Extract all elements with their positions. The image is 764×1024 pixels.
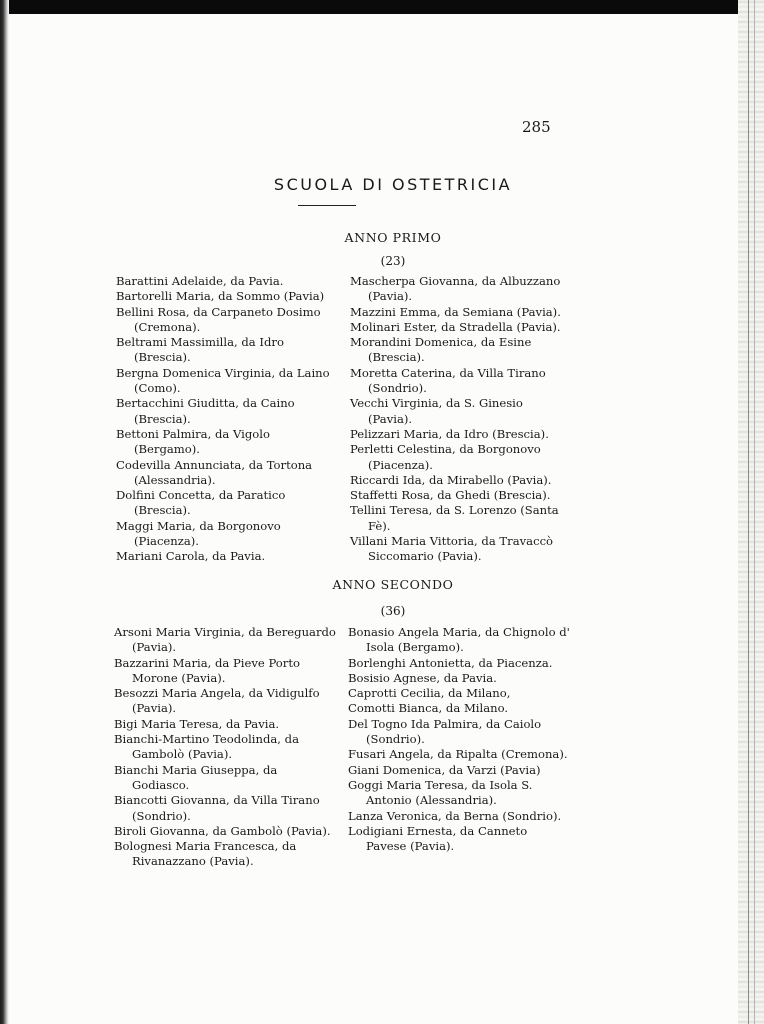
section-heading-anno-secondo: ANNO SECONDO	[332, 577, 454, 592]
section-count-anno-secondo: (36)	[380, 604, 406, 618]
list-item: Bartorelli Maria, da Sommo (Pavia)	[116, 289, 325, 304]
list-item: Molinari Ester, da Stradella (Pavia).	[350, 319, 561, 334]
list-item: Bellini Rosa, da Carpaneto Dosimo (Cremona).	[116, 304, 321, 334]
list-item: Bigi Maria Teresa, da Pavia.	[114, 716, 280, 731]
scan-top-edge	[0, 0, 764, 14]
list-item: Mariani Carola, da Pavia.	[116, 549, 266, 564]
list-item: Goggi Maria Teresa, da Isola S. Antonio (Alessandria).	[348, 777, 533, 808]
scan-left-edge	[0, 0, 9, 1024]
list-item: Bergna Domenica Virginia, da Laino (Como).	[116, 365, 330, 396]
list-item: Mazzini Emma, da Semiana (Pavia).	[350, 304, 561, 319]
page-number: 285	[522, 118, 551, 136]
anno-secondo-left-column	[114, 625, 336, 870]
scan-right-edge	[738, 0, 764, 1024]
list-item: Bazzarini Maria, da Pieve Porto Morone (Pavia).	[114, 655, 300, 685]
list-item: Bettoni Palmira, da Vigolo (Bergamo).	[116, 426, 270, 457]
list-item: Moretta Caterina, da Villa Tirano (Sondrio).	[350, 365, 546, 396]
title-rule	[298, 205, 356, 206]
list-item: Bertacchini Giuditta, da Caino (Brescia).	[116, 396, 295, 426]
anno-secondo-right-column	[348, 625, 570, 854]
list-item: Arsoni Maria Virginia, da Bereguardo (Pavia).	[114, 625, 336, 655]
list-item: Caprotti Cecilia, da Milano,	[348, 686, 511, 701]
list-item: Vecchi Virginia, da S. Ginesio (Pavia).	[350, 396, 523, 426]
list-item: Perletti Celestina, da Borgonovo (Piacenza).	[350, 442, 541, 472]
anno-primo-left-column	[116, 274, 338, 565]
list-item: Pelizzari Maria, da Idro (Brescia).	[350, 426, 549, 441]
list-item: Comotti Bianca, da Milano.	[348, 701, 509, 716]
list-item: Maggi Maria, da Borgonovo (Piacenza).	[116, 518, 281, 549]
page-title: SCUOLA DI OSTETRICIA	[273, 175, 513, 194]
list-item: Fusari Angela, da Ripalta (Cremona).	[348, 747, 568, 762]
list-item: Mascherpa Giovanna, da Albuzzano (Pavia).	[350, 274, 561, 304]
section-count-anno-primo: (23)	[380, 254, 406, 268]
list-item: Lanza Veronica, da Berna (Sondrio).	[348, 808, 562, 823]
list-item: Dolfini Concetta, da Paratico (Brescia).	[116, 488, 286, 518]
list-item: Riccardi Ida, da Mirabello (Pavia).	[350, 472, 552, 487]
list-item: Borlenghi Antonietta, da Piacenza.	[348, 655, 553, 670]
list-item: Del Togno Ida Palmira, da Caiolo (Sondrio).	[348, 716, 542, 747]
list-item: Barattini Adelaide, da Pavia.	[116, 274, 284, 288]
list-item: Beltrami Massimilla, da Idro (Brescia).	[116, 335, 284, 365]
list-item: Morandini Domenica, da Esine (Brescia).	[350, 335, 532, 365]
list-item: Codevilla Annunciata, da Tortona (Alessandria).	[116, 457, 313, 487]
list-item: Giani Domenica, da Varzi (Pavia)	[348, 762, 541, 777]
list-item: Tellini Teresa, da S. Lorenzo (Santa Fè).	[350, 503, 559, 533]
list-item: Bianchi-Martino Teodolinda, da Gambolò (Pavia).	[114, 732, 300, 762]
list-item: Bosisio Agnese, da Pavia.	[348, 670, 497, 685]
section-heading-anno-primo: ANNO PRIMO	[344, 230, 442, 245]
list-item: Lodigiani Ernesta, da Canneto Pavese (Pavia).	[348, 823, 528, 854]
list-item: Bolognesi Maria Francesca, da Rivanazzano (Pavia).	[114, 839, 297, 869]
list-item: Biroli Giovanna, da Gambolò (Pavia).	[114, 823, 331, 838]
list-item: Biancotti Giovanna, da Villa Tirano (Sondrio).	[114, 793, 320, 823]
list-item: Besozzi Maria Angela, da Vidigulfo (Pavia).	[114, 686, 320, 716]
anno-primo-right-column	[350, 274, 568, 565]
list-item: Villani Maria Vittoria, da Travaccò Siccomario (Pavia).	[350, 534, 554, 564]
list-item: Bonasio Angela Maria, da Chignolo d' Isola (Bergamo).	[348, 625, 570, 655]
list-item: Staffetti Rosa, da Ghedi (Brescia).	[350, 488, 551, 503]
list-item: Bianchi Maria Giuseppa, da Godiasco.	[114, 762, 278, 792]
